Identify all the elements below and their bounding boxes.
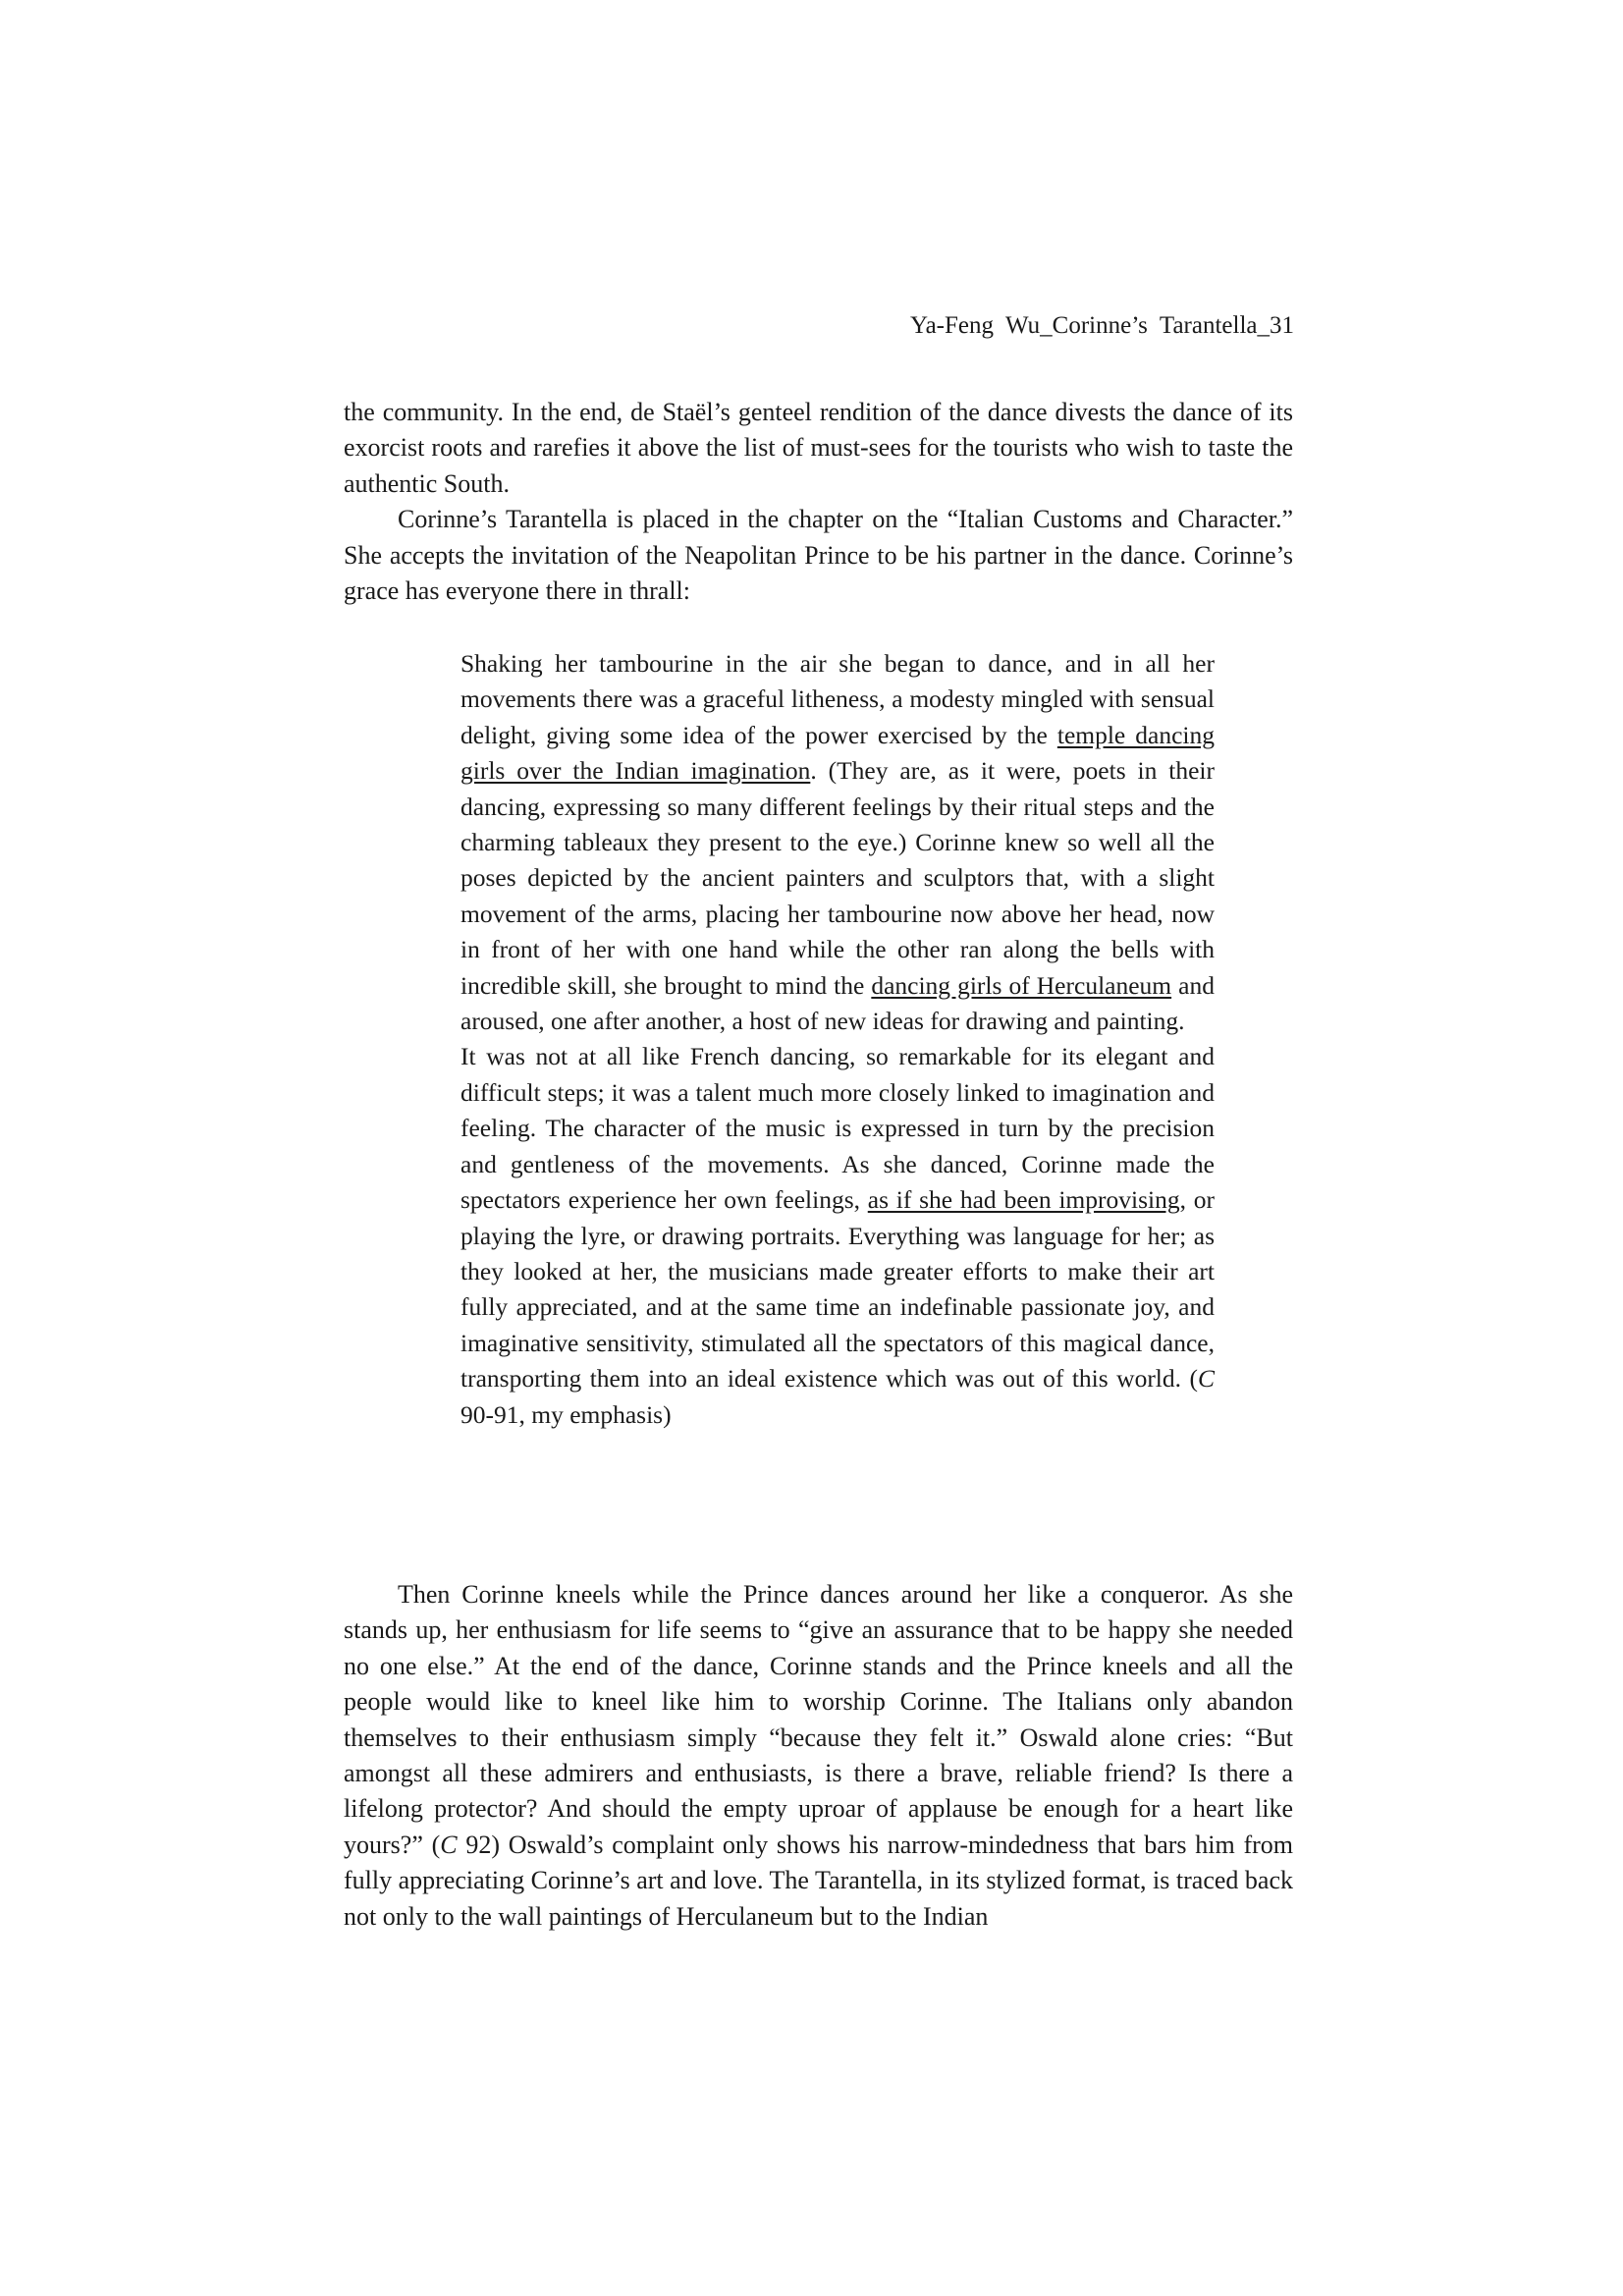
paragraph: [460, 646, 1215, 1039]
paragraph: [460, 1039, 1215, 1432]
italic-citation: C: [1197, 1364, 1215, 1394]
text-run: Then Corinne kneels while the Prince dances around her like a conqueror. As she stands up, her enthusiasm for life seems to “give an assurance that to be happy she needed no one else.” At the end of the dance, Corinne stands and the Prince kneels and all the people would like to kneel like him to worship Corinne. The Italians only abandon themselves to their enthusiasm simply “because they felt it.” Oswald alone cries: “But amongst all these admirers and enthusiasts, is there a brave, reliable friend? Is there a lifelong protector? And should the empty uproar of applause be enough for a heart like yours?” (: [344, 1580, 1293, 1859]
text-run: the community. In the end, de Staël’s genteel rendition of the dance divests the dance of its exorcist roots and rarefies it above the list of must-sees for the tourists who wish to taste the authentic South.: [344, 398, 1293, 498]
text-run: Shaking her tambourine in the air she began to dance, and in all her movements there was a graceful litheness, a modesty mingled with sensual delight, giving some idea of the power exercised by the: [460, 649, 1215, 749]
text-run: . (They are, as it were, poets in their dancing, expressing so many different feelings by their ritual steps and the charming tableaux they present to the eye.) Corinne knew so well all the poses depicted by the ancient painters and sculptors that, with a slight movement of the arms, placing her tambourine now above her head, now in front of her with one hand while the other ran along the bells with incredible skill, she brought to mind the: [460, 756, 1215, 1000]
body-paragraphs-bottom: [344, 1577, 1293, 1935]
underlined-emphasis: dancing girls of Herculaneum: [871, 970, 1172, 1000]
body-paragraphs-top: [344, 395, 1293, 609]
text-run: 90-91, my emphasis): [460, 1399, 672, 1429]
text-run: It was not at all like French dancing, so remarkable for its elegant and difficult steps; it was a talent much more closely linked to imagination and feeling. The character of the music is expressed in turn by the precision and gentleness of the movements. As she danced, Corinne made the spectators experience her own feelings,: [460, 1042, 1215, 1215]
underlined-emphasis: temple dancing girls over the Indian imagination: [460, 720, 1215, 786]
text-run: 92) Oswald’s complaint only shows his narrow-mindedness that bars him from fully appreciating Corinne’s art and love. The Tarantella, in its stylized format, is traced back not only to the wall paintings of Herculaneum but to the Indian: [344, 1830, 1293, 1931]
underlined-emphasis: as if she had been improvising: [867, 1185, 1180, 1215]
text-run: Corinne’s Tarantella is placed in the chapter on the “Italian Customs and Character.” She accepts the invitation of the Neapolitan Prince to be his partner in the dance. Corinne’s grace has everyone there in thrall:: [344, 505, 1293, 606]
paragraph: [344, 395, 1293, 502]
text-run: , or playing the lyre, or drawing portraits. Everything was language for her; as they looked at her, the musicians made greater efforts to make their art fully appreciated, and at the same time an indefinable passionate joy, and imaginative sensitivity, stimulated all the spectators of this magical dance, transporting them into an ideal existence which was out of this world. (: [460, 1185, 1215, 1394]
paragraph: [344, 502, 1293, 609]
running-head: Ya-Feng Wu_Corinne’s Tarantella_31: [910, 312, 1294, 339]
italic-citation: C: [440, 1830, 458, 1859]
block-quotation: [460, 646, 1215, 1433]
paragraph: [344, 1577, 1293, 1935]
text-run: and aroused, one after another, a host of new ideas for drawing and painting.: [460, 970, 1215, 1036]
